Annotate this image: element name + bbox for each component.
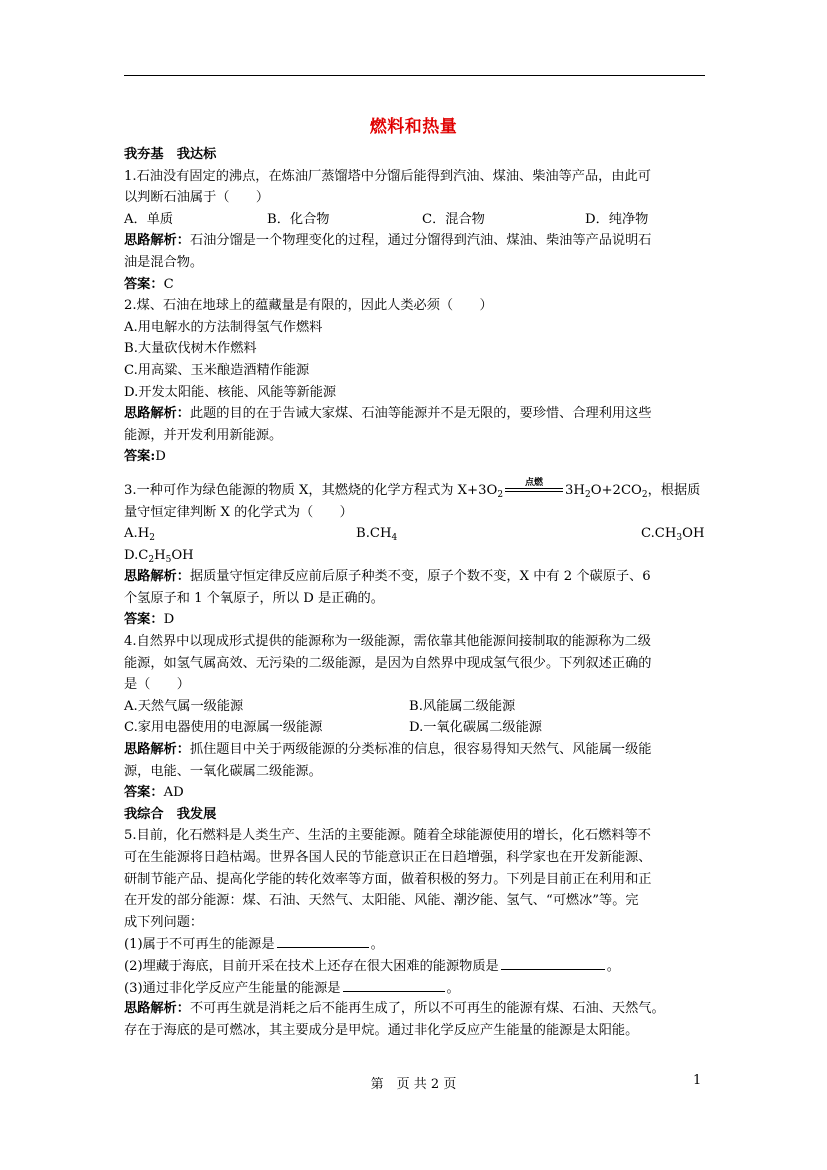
q4-analysis-1 [124,739,706,761]
document-title: 燃料和热量 [369,117,458,137]
q3-analysis-1 [124,566,706,588]
q4-options-row-2 [124,717,706,739]
q3-o2-subscript: 2 [497,489,504,500]
q4-options-row-1 [124,696,706,718]
q5-line-3: 研制节能产品、提高化学能的转化效率等方面，做着积极的努力。下列是目前正在利用和正 [124,871,652,887]
q2-option-c: C.用高粱、玉米酿造酒精作能源 [124,362,310,378]
q3-option-b: $B.CH_4$ [356,526,398,544]
q5-line-2: 可在生能源将日趋枯竭。世界各国人民的节能意识正在日趋增强，科学家也在开发新能源、 [124,850,652,865]
q4-answer-label: 答案： [124,785,164,801]
q2-analysis-1 [124,403,706,425]
q1-option-c: C．混合物 [422,211,485,227]
document-body [124,144,706,1041]
q3-option-d: $D.C_2H_5OH$ [124,547,194,565]
q1-answer-value: C [163,276,174,292]
q1-option-b: B．化合物 [267,211,330,227]
section-heading-advanced: 我综合 我发展 [124,806,217,822]
q5-line-5: 成下列问题： [124,914,204,930]
q3-h2o-subscript: 2 [584,489,591,500]
header-rule [124,75,705,76]
q3-option-c: $C.CH_3OH$ [641,526,705,544]
q4-option-a: A.天然气属一级能源 [124,698,244,714]
q2-answer-value: D [155,449,166,465]
q1-line-1: 1.石油没有固定的沸点，在炼油厂蒸馏塔中分馏后能得到汽油、煤油、柴油等产品，由此可 [124,168,651,184]
q5-s3-text: (3)通过非化学反应产生能量的能源是 [124,980,341,996]
q3-answer-label: 答案： [124,612,164,628]
q4-line-3: 是（ ） [124,677,190,693]
q3-option-a: $A.H_2$ [124,526,155,544]
q4-answer-value: AD [163,785,184,801]
q4-option-c: C.家用电器使用的电源属一级能源 [124,720,323,736]
q3-text-mid2: O+2CO [590,482,642,498]
q3-answer [124,609,706,631]
q2-option-a: A.用电解水的方法制得氢气作燃料 [124,319,323,335]
q4-line-2: 能源，如氢气属高效、无污染的二级能源，是因为自然界中现成氢气很少。下列叙述正确的 [124,655,652,671]
q2-option-d: D.开发太阳能、核能、风能等新能源 [124,384,337,400]
q2-answer [124,446,706,468]
q4-analysis-2: 源，电能、一氧化碳属二级能源。 [124,763,322,779]
q5-s2-text: (2)埋藏于海底，目前开采在技术上还存在很大困难的能源物质是 [124,958,499,974]
q1-answer [124,274,706,296]
q5-analysis-label: 思路解析： [124,1001,190,1017]
q4-option-b: B.风能属二级能源 [409,698,516,714]
q1-answer-label: 答案： [124,276,164,292]
q5-subquestion-2: (2)埋藏于海底，目前开采在技术上还存在很大困难的能源物质是 。 [124,955,706,977]
q4-option-d: D.一氧化碳属二级能源 [409,720,542,736]
q5-s1-text: (1)属于不可再生的能源是 [124,937,275,953]
q3-text-pre: 3.一种可作为绿色能源的物质 X，其燃烧的化学方程式为 X+3O [124,482,498,498]
q1-option-d: D．纯净物 [585,211,649,227]
q3-text-post: ，根据质 [647,482,701,498]
q1-analysis-1 [124,230,706,252]
q2-analysis-text-1: 此题的目的在于告诫大家煤、石油等能源并不是无限的，要珍惜、合理利用这些 [189,406,652,422]
q5-s1-blank [277,933,369,948]
q3-answer-value: D [163,612,175,628]
q2-analysis-2: 能源，并开发利用新能源。 [124,427,283,443]
q2-line-1: 2.煤、石油在地球上的蕴藏量是有限的，因此人类必须（ ） [124,298,493,314]
q3-co2-subscript: 2 [641,489,648,500]
q1-analysis-2: 油是混合物。 [124,254,204,270]
q1-analysis-label: 思路解析： [124,233,190,249]
page-number: 1 [693,1073,702,1088]
q2-analysis-label: 思路解析： [124,406,190,422]
q4-line-1: 4.自然界中以现成形式提供的能源称为一级能源，需依靠其他能源间接制取的能源称为二级 [124,634,651,650]
q3-line-1 [124,480,706,502]
q3-analysis-2: 个氢原子和 1 个氧原子，所以 D 是正确的。 [124,590,384,606]
q4-answer [124,782,706,804]
q5-analysis-text-1: 不可再生就是消耗之后不能再生成了，所以不可再生的能源有煤、石油、天然气。 [189,1001,665,1017]
q3-options [124,523,706,545]
q5-line-1: 5.目前，化石燃料是人类生产、生活的主要能源。随着全球能源使用的增长，化石燃料等不 [124,828,651,844]
q4-analysis-text-1: 抓住题目中关于两级能源的分类标准的信息，很容易得知天然气、风能属一级能 [189,742,652,758]
q5-subquestion-1: (1)属于不可再生的能源是 。 [124,933,706,955]
reaction-condition-label: 点燃 [525,478,544,489]
q1-analysis-text-1: 石油分馏是一个物理变化的过程，通过分馏得到汽油、煤油、柴油等产品说明石 [189,233,652,249]
section-heading-basic: 我夯基 我达标 [124,147,217,162]
q1-options [124,209,706,231]
q5-line-4: 在开发的部分能源：煤、石油、天然气、太阳能、风能、潮汐能、氢气、“可燃冰”等。完 [124,893,639,909]
q5-subquestion-3: (3)通过非化学反应产生能量的能源是 。 [124,977,706,999]
q3-line-2: 量守恒定律判断 X 的化学式为（ ） [124,504,353,520]
q3-text-mid: 3H [565,482,585,498]
q5-s3-blank [343,977,445,992]
q1-line-2: 以判断石油属于（ ） [124,190,270,206]
page-footer: 第 页 共 2 页 [370,1077,457,1092]
q3-analysis-text-1: 据质量守恒定律反应前后原子种类不变，原子个数不变，X 中有 2 个碳原子、6 [189,569,651,585]
q5-s2-blank [501,955,605,970]
reaction-condition-arrow [505,478,563,497]
q5-analysis-2: 存在于海底的是可燃冰，其主要成分是甲烷。通过非化学反应产生能量的能源是太阳能。 [124,1022,639,1038]
q2-option-b: B.大量砍伐树木作燃料 [124,341,257,357]
q2-answer-label: 答案: [124,449,156,465]
q4-analysis-label: 思路解析： [124,742,190,758]
q3-analysis-label: 思路解析： [124,569,190,585]
q5-analysis-1 [124,998,706,1020]
q1-option-a: A．单质 [124,211,174,227]
